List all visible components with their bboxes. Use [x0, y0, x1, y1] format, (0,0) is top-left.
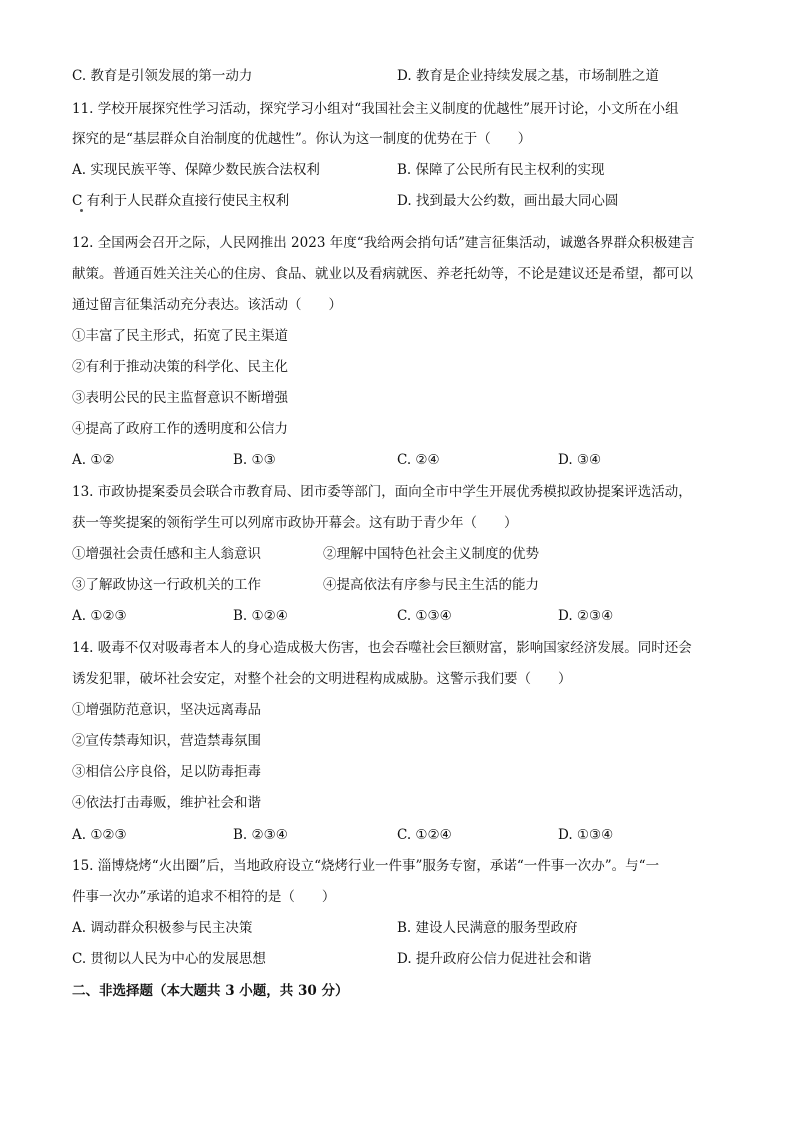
q10-option-c: C. 教育是引领发展的第一动力 — [72, 68, 253, 84]
q11-option-d: D. 找到最大公约数，画出最大同心圆 — [397, 193, 619, 209]
q12-option-b: B. ①③ — [233, 452, 276, 468]
q15-stem-line-1: 15. 淄博烧烤“火出圈”后，当地政府设立“烧烤行业一件事”服务专窗，承诺“一件事一次办”。与“一 — [72, 858, 660, 874]
q13-stem-line-1: 13. 市政协提案委员会联合市教育局、团市委等部门，面向全市中学生开展优秀模拟政协提案评选活动， — [72, 484, 692, 500]
q12-option-a: A. ①② — [72, 452, 115, 468]
q12-option-d: D. ③④ — [558, 452, 602, 468]
q13-statement-3: ③了解政协这一行政机关的工作 — [72, 577, 261, 593]
q15-option-a: A. 调动群众积极参与民主决策 — [72, 920, 253, 936]
q13-statement-4: ④提高依法有序参与民主生活的能力 — [323, 577, 539, 593]
q14-statement-3: ③相信公序良俗，足以防毒拒毒 — [72, 764, 261, 780]
q14-option-c: C. ①②④ — [397, 827, 452, 843]
scan-speck — [80, 209, 83, 212]
q15-stem-line-2: 件事一次办”承诺的追求不相符的是（ ） — [72, 889, 336, 905]
q15-option-d: D. 提升政府公信力促进社会和谐 — [397, 951, 592, 967]
q15-option-b: B. 建设人民满意的服务型政府 — [397, 920, 578, 936]
q13-option-b: B. ①②④ — [233, 608, 288, 624]
q11-option-a: A. 实现民族平等、保障少数民族合法权利 — [72, 162, 320, 178]
q11-option-b: B. 保障了公民所有民主权利的实现 — [397, 162, 605, 178]
q14-statement-2: ②宣传禁毒知识，营造禁毒氛围 — [72, 733, 261, 749]
q14-statement-4: ④依法打击毒贩，维护社会和谐 — [72, 795, 261, 811]
q10-option-d: D. 教育是企业持续发展之基，市场制胜之道 — [397, 68, 659, 84]
q13-statement-2: ②理解中国特色社会主义制度的优势 — [323, 546, 539, 562]
q13-option-c: C. ①③④ — [397, 608, 452, 624]
q12-statement-3: ③表明公民的民主监督意识不断增强 — [72, 390, 288, 406]
q12-statement-2: ②有利于推动决策的科学化、民主化 — [72, 359, 288, 375]
q13-option-a: A. ①②③ — [72, 608, 127, 624]
q15-option-c: C. 贯彻以人民为中心的发展思想 — [72, 951, 266, 967]
q14-stem-line-1: 14. 吸毒不仅对吸毒者本人的身心造成极大伤害，也会吞噬社会巨额财富，影响国家经济发展。同时还会 — [72, 640, 692, 656]
section-heading: 二、非选择题（本大题共 3 小题，共 30 分） — [72, 983, 349, 999]
q13-option-d: D. ②③④ — [558, 608, 614, 624]
q12-option-c: C. ②④ — [397, 452, 440, 468]
q11-stem-line-1: 11. 学校开展探究性学习活动，探究学习小组对“我国社会主义制度的优越性”展开讨论，小文所在小组 — [72, 101, 679, 117]
q14-statement-1: ①增强防范意识，坚决远离毒品 — [72, 702, 261, 718]
q13-stem-line-2: 获一等奖提案的领衔学生可以列席市政协开幕会。这有助于青少年（ ） — [72, 515, 518, 531]
q12-stem-line-2: 献策。普通百姓关注关心的住房、食品、就业以及看病就医、养老托幼等，不论是建议还是希望，都可以 — [72, 266, 693, 282]
q12-statement-1: ①丰富了民主形式，拓宽了民主渠道 — [72, 328, 288, 344]
q14-option-b: B. ②③④ — [233, 827, 288, 843]
q12-stem-line-3: 通过留言征集活动充分表达。该活动（ ） — [72, 297, 342, 313]
q14-option-d: D. ①③④ — [558, 827, 614, 843]
q12-statement-4: ④提高了政府工作的透明度和公信力 — [72, 421, 288, 437]
q14-option-a: A. ①②③ — [72, 827, 127, 843]
q11-stem-line-2: 探究的是“基层群众自治制度的优越性”。你认为这一制度的优势在于（ ） — [72, 131, 532, 147]
q13-statement-1: ①增强社会责任感和主人翁意识 — [72, 546, 261, 562]
q12-stem-line-1: 12. 全国两会召开之际，人民网推出 2023 年度“我给两会捎句话”建言征集活动，诚邀各界群众积极建言 — [72, 235, 695, 251]
q14-stem-line-2: 诱发犯罪，破坏社会安定，对整个社会的文明进程构成威胁。这警示我们要（ ） — [72, 671, 572, 687]
q11-option-c: C 有利于人民群众直接行使民主权利 — [72, 193, 290, 209]
